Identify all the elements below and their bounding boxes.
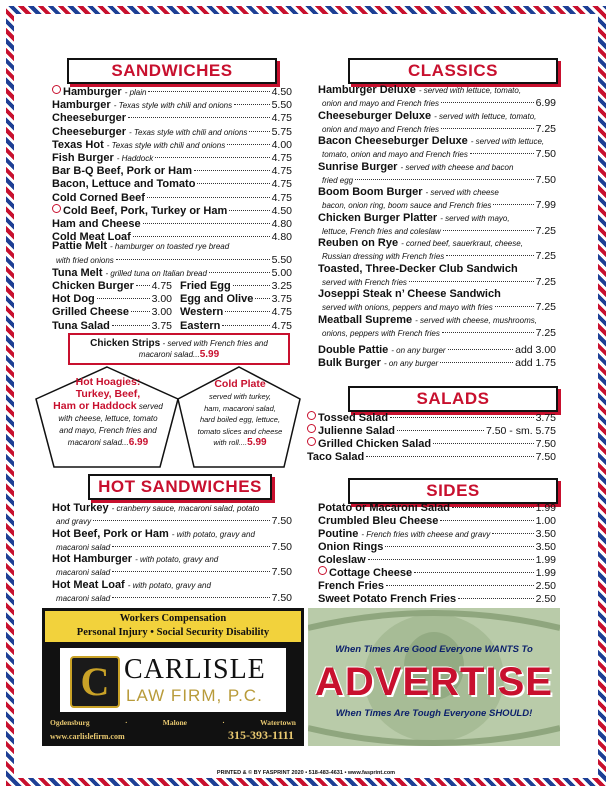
leader-dots <box>397 430 484 431</box>
hoagies-price: 6.99 <box>128 437 149 448</box>
menu-item <box>52 240 292 252</box>
item-desc: lettuce, French fries and coleslaw <box>322 226 441 236</box>
item-desc: macaroni salad <box>56 593 111 603</box>
item-desc: fried egg <box>322 175 354 185</box>
menu-item <box>318 263 556 275</box>
menu-item <box>52 112 292 124</box>
leader-dots <box>234 104 269 105</box>
leader-dots <box>409 281 534 282</box>
menu-item <box>318 212 556 224</box>
leader-dots <box>452 507 534 508</box>
item-price: 3.00 <box>151 306 172 319</box>
leader-dots <box>495 306 534 307</box>
menu-item <box>318 580 556 592</box>
item-price: 4.00 <box>271 138 292 151</box>
leader-dots <box>143 223 270 224</box>
menu-item-desc2 <box>322 250 556 262</box>
leader-dots <box>249 131 269 132</box>
menu-item <box>318 314 556 326</box>
menu-item <box>52 306 172 318</box>
item-desc: - Haddock <box>116 154 154 163</box>
menu-item-desc2 <box>56 566 292 578</box>
item-desc: - grilled tuna on Italian bread <box>105 269 207 278</box>
chef-hat-icon <box>318 566 327 575</box>
item-name: Ham and Cheese <box>52 218 141 230</box>
leader-dots <box>128 117 270 118</box>
cold-plate-desc: tomato slices and cheese <box>197 426 283 436</box>
classics-header: CLASSICS <box>348 58 558 84</box>
item-desc: - served with lettuce, <box>470 137 545 146</box>
item-name: Crumbled Bleu Cheese <box>318 515 439 527</box>
leader-dots <box>112 597 269 598</box>
leader-dots <box>93 520 269 521</box>
item-price: 3.75 <box>535 412 556 424</box>
menu-item <box>318 110 556 122</box>
item-price: 7.50 <box>535 451 556 463</box>
item-price: 7.50 <box>271 515 292 527</box>
item-name: Double Pattie <box>318 344 389 356</box>
item-price: 5.50 <box>271 99 292 112</box>
leader-dots <box>448 349 514 350</box>
hoagies-desc: with cheese, lettuce, tomato <box>58 414 158 423</box>
item-price: 3.75 <box>151 319 172 332</box>
hoagies-text <box>40 376 176 449</box>
item-name: Fried Egg <box>180 280 231 292</box>
item-name: Sweet Potato French Fries <box>318 593 457 605</box>
menu-item <box>318 288 556 300</box>
item-name: Reuben on Rye <box>318 237 399 249</box>
menu-item <box>318 593 556 605</box>
item-name: Boom Boom Burger <box>318 186 423 198</box>
leader-dots <box>148 91 269 92</box>
item-price: 7.25 <box>535 275 556 288</box>
item-desc: - Texas style with chili and onions <box>128 127 248 137</box>
cold-plate-desc: ham, macaroni salad, <box>204 403 276 413</box>
menu-item <box>318 541 556 553</box>
item-price: 1.99 <box>535 567 556 579</box>
item-price: 7.50 - sm. 5.75 <box>485 425 556 437</box>
menu-item-desc2 <box>322 327 556 339</box>
item-price: 5.50 <box>271 254 292 266</box>
item-price: 3.50 <box>535 528 556 540</box>
footer-credit: PRINTED & © BY FASPRINT 2020 • 518-483-4631 • www.fasprint.com <box>216 770 396 776</box>
leader-dots <box>222 325 269 326</box>
item-name: Cheeseburger Deluxe <box>318 109 432 122</box>
menu-item-desc2 <box>322 199 556 211</box>
menu-item-desc2 <box>56 541 292 553</box>
leader-dots <box>112 325 150 326</box>
law-logo-icon: C <box>70 656 120 708</box>
leader-dots <box>493 204 533 205</box>
law-phone: 315-393-1111 <box>227 728 294 742</box>
leader-dots <box>492 533 533 534</box>
item-price: 7.25 <box>535 301 556 313</box>
menu-item <box>318 515 556 527</box>
leader-dots <box>390 417 533 418</box>
item-price: 4.75 <box>271 191 292 204</box>
item-name: Hot Beef, Pork or Ham <box>52 527 169 540</box>
item-name: Taco Salad <box>307 451 365 463</box>
menu-item-desc2 <box>56 592 292 604</box>
menu-item <box>318 554 556 566</box>
chef-hat-icon <box>52 204 61 213</box>
item-desc: - served with French fries and <box>162 339 268 348</box>
leader-dots <box>155 157 269 158</box>
law-town: Ogdensburg <box>50 718 90 727</box>
item-desc: with fried onions <box>56 256 114 265</box>
leader-dots <box>441 128 534 129</box>
menu-item <box>318 186 556 198</box>
cold-plate-title: Cold Plate <box>214 378 266 390</box>
item-name: Julienne Salad <box>318 425 396 437</box>
item-price: 4.80 <box>271 231 292 244</box>
chicken-strips-box <box>68 333 290 365</box>
menu-item <box>52 320 172 332</box>
item-price: 7.50 <box>271 566 292 578</box>
item-price: 4.75 <box>271 319 292 332</box>
law-firm-name: CARLISLE <box>124 654 266 685</box>
item-name: Coleslaw <box>318 554 366 566</box>
item-desc: - served with cheese, mushrooms, <box>415 315 537 325</box>
menu-item <box>52 178 292 190</box>
menu-item <box>318 344 556 356</box>
item-price: 5.99 <box>199 349 220 360</box>
item-desc: - French fries with cheese and gravy <box>361 530 491 539</box>
leader-dots <box>386 585 534 586</box>
item-name: Chicken Burger <box>52 280 134 292</box>
menu-item <box>52 205 292 217</box>
item-price: 4.50 <box>271 204 292 217</box>
menu-item <box>180 293 292 305</box>
leader-dots <box>414 572 533 573</box>
item-desc: - served with lettuce, tomato, <box>434 111 537 121</box>
cold-plate-desc: served with turkey, <box>209 392 271 401</box>
menu-item <box>52 528 292 540</box>
menu-item <box>180 320 292 332</box>
menu-item <box>52 280 172 292</box>
item-price: 1.99 <box>535 554 556 566</box>
item-name: Hamburger Deluxe <box>318 84 416 96</box>
item-desc: macaroni salad <box>56 568 111 577</box>
law-url: www.carlislefirm.com <box>50 732 125 741</box>
leader-dots <box>112 571 269 572</box>
item-desc: - cranberry sauce, macaroni salad, potato <box>111 504 260 513</box>
leader-dots <box>136 285 150 286</box>
item-name: Egg and Olive <box>180 293 254 306</box>
item-price: 7.99 <box>535 199 556 211</box>
item-desc: - served with lettuce, tomato, <box>418 86 522 95</box>
item-price: add 1.75 <box>515 357 556 369</box>
menu-item <box>180 306 292 318</box>
item-name: Poutine <box>318 528 359 540</box>
item-price: 4.80 <box>271 218 292 230</box>
menu-item-desc2 <box>56 254 292 266</box>
leader-dots <box>112 546 269 547</box>
menu-item <box>318 357 556 369</box>
salads-header: SALADS <box>348 386 558 412</box>
item-name: Potato or Macaroni Salad <box>318 502 451 514</box>
item-price: 3.75 <box>271 293 292 306</box>
item-name: Grilled Cheese <box>52 306 130 319</box>
item-name: Cold Corned Beef <box>52 191 145 204</box>
item-desc: - served with mayo, <box>440 213 510 223</box>
item-price: 2.50 <box>535 580 556 592</box>
advertise-big: ADVERTISE <box>315 660 553 704</box>
item-desc: - on any burger <box>391 346 446 355</box>
item-name: Texas Hot <box>52 138 104 151</box>
leader-dots <box>131 311 150 312</box>
menu-item <box>307 412 556 424</box>
leader-dots <box>385 546 533 547</box>
item-name: Cold Beef, Pork, Turkey or Ham <box>63 204 228 217</box>
menu-item <box>318 237 556 249</box>
leader-dots <box>440 362 513 363</box>
menu-item-desc2 <box>322 123 556 135</box>
leader-dots <box>433 443 533 444</box>
menu-item <box>307 425 556 437</box>
cold-plate-text <box>182 378 298 449</box>
item-name: Bulk Burger <box>318 357 381 369</box>
leader-dots <box>255 298 269 299</box>
item-price: 4.75 <box>271 152 292 164</box>
item-name: Cheeseburger <box>52 125 126 138</box>
item-price: 5.75 <box>271 125 292 138</box>
leader-dots <box>147 197 270 198</box>
hoagies-title-3: Ham or Haddock <box>53 400 137 412</box>
menu-item <box>318 135 556 147</box>
item-price: 7.50 <box>535 148 556 160</box>
menu-item <box>180 280 292 292</box>
item-price: 4.75 <box>271 306 292 319</box>
leader-dots <box>458 598 533 599</box>
item-name: Tuna Melt <box>52 267 103 279</box>
leader-dots <box>194 170 270 171</box>
item-desc: served with French fries <box>322 277 407 287</box>
item-desc: served with onions, peppers and mayo with fries <box>322 303 493 312</box>
item-desc: - Texas style with chili and onions <box>113 101 233 111</box>
item-name: Pattie Melt <box>52 240 108 252</box>
leader-dots <box>441 102 534 103</box>
leader-dots <box>366 456 533 457</box>
item-desc: macaroni salad... <box>138 350 200 359</box>
item-name: French Fries <box>318 580 385 592</box>
menu-item <box>318 502 556 514</box>
menu-item <box>52 502 292 514</box>
cold-plate-desc: hard boiled egg, lettuce, <box>199 415 281 424</box>
item-desc: - with potato, gravy and <box>135 555 219 564</box>
chef-hat-icon <box>307 437 316 446</box>
item-name: Bar B-Q Beef, Pork or Ham <box>52 165 192 178</box>
leader-dots <box>470 153 534 154</box>
cold-plate-desc: with roll.... <box>213 438 248 447</box>
item-name: Meatball Supreme <box>318 313 413 326</box>
menu-item <box>52 553 292 565</box>
item-name: Tossed Salad <box>318 412 389 424</box>
item-price: 4.75 <box>271 112 292 125</box>
leader-dots <box>442 332 534 333</box>
menu-item-desc2 <box>322 174 556 186</box>
sides-header: SIDES <box>348 478 558 504</box>
item-name: Hot Meat Loaf <box>52 578 125 591</box>
hoagies-desc: macaroni salad... <box>67 438 129 447</box>
item-price: 3.00 <box>151 293 172 306</box>
item-price: 7.25 <box>535 250 556 262</box>
menu-item-desc2 <box>322 225 556 237</box>
leader-dots <box>443 230 534 231</box>
item-desc: onions, peppers with French fries <box>322 328 440 338</box>
item-desc: - served with cheese and bacon <box>400 162 514 172</box>
leader-dots <box>355 179 533 180</box>
item-price: add 3.00 <box>515 344 556 356</box>
item-name: Fish Burger <box>52 152 114 164</box>
menu-item <box>307 451 556 463</box>
menu-item-desc2 <box>322 97 556 109</box>
item-desc: and gravy <box>56 517 92 526</box>
law-firm-name-2: LAW FIRM, P.C. <box>126 686 263 705</box>
item-desc: - plain <box>124 88 147 97</box>
item-desc: - with potato, gravy and <box>127 580 211 590</box>
item-desc: - corned beef, sauerkraut, cheese, <box>401 239 523 248</box>
sandwiches-header: SANDWICHES <box>67 58 277 84</box>
menu-item <box>318 161 556 173</box>
leader-dots <box>197 183 269 184</box>
leader-dots <box>233 285 270 286</box>
menu-item-desc2 <box>56 515 292 527</box>
menu-item <box>52 86 292 98</box>
menu-item <box>318 84 556 96</box>
item-name: Hamburger <box>63 86 122 98</box>
leader-dots <box>446 255 533 256</box>
item-price: 7.25 <box>535 326 556 339</box>
menu-item <box>52 293 172 305</box>
advertise-bottom: When Times Are Tough Everyone SHOULD! <box>335 708 533 719</box>
chef-hat-icon <box>307 424 316 433</box>
item-price: 1.99 <box>535 502 556 514</box>
item-price: 2.50 <box>535 593 556 605</box>
item-price: 1.00 <box>535 515 556 527</box>
item-desc: - served with cheese <box>425 188 499 197</box>
item-price: 4.75 <box>151 280 172 292</box>
menu-item <box>52 126 292 138</box>
item-desc: onion and mayo and French fries <box>322 124 439 134</box>
item-price: 3.25 <box>271 280 292 292</box>
item-name: Chicken Burger Platter <box>318 211 438 224</box>
leader-dots <box>227 144 269 145</box>
chef-hat-icon <box>52 85 61 94</box>
menu-item <box>318 528 556 540</box>
leader-dots <box>368 559 534 560</box>
hoagies-desc: and mayo, French fries and <box>59 426 157 435</box>
chef-hat-icon <box>307 411 316 420</box>
leader-dots <box>440 520 533 521</box>
item-name: Hot Hamburger <box>52 553 133 565</box>
leader-dots <box>225 311 269 312</box>
item-price: 3.50 <box>535 541 556 553</box>
menu-item <box>307 438 556 450</box>
law-ad-line1: Workers Compensation <box>119 613 227 624</box>
hoagies-desc: served <box>138 402 163 411</box>
item-price: 4.75 <box>271 165 292 178</box>
item-name: Sunrise Burger <box>318 160 398 173</box>
menu-item <box>52 192 292 204</box>
menu-item <box>52 152 292 164</box>
law-firm-ad: Workers Compensation Personal Injury • Social Security Disability C CARLISLE LAW FIRM, P.C. Ogdensburg · Malone · Watertown www.carlislefirm.com 315-393-1111 <box>42 608 304 746</box>
item-desc: - Texas style with chili and onions <box>106 140 226 150</box>
item-price: 5.00 <box>271 267 292 279</box>
cold-plate-price: 5.99 <box>247 437 267 448</box>
item-name: Western <box>180 306 224 319</box>
item-name: Cottage Cheese <box>329 567 413 579</box>
hot-sandwiches-header: HOT SANDWICHES <box>88 474 272 500</box>
item-desc: macaroni salad <box>56 542 111 552</box>
item-desc: onion and mayo and French fries <box>322 99 439 108</box>
item-name: Hamburger <box>52 99 111 112</box>
item-name: Joseppi Steak n’ Cheese Sandwich <box>318 288 501 300</box>
item-desc: bacon, onion ring, boom sauce and French fries <box>322 201 492 210</box>
menu-item <box>52 218 292 230</box>
hoagies-title-1: Hot Hoagies: <box>75 376 141 388</box>
hoagies-title-2: Turkey, Beef, <box>75 388 141 400</box>
advertise-top: When Times Are Good Everyone WANTS To <box>335 644 533 655</box>
item-desc: tomato, onion and mayo and French fries <box>322 150 468 159</box>
law-town: Malone <box>162 718 187 727</box>
menu-item-desc2 <box>322 301 556 313</box>
item-name: Bacon Cheeseburger Deluxe <box>318 135 468 147</box>
item-desc: - hamburger on toasted rye bread <box>110 242 230 251</box>
item-name: Chicken Strips <box>90 338 161 349</box>
item-name: Cheeseburger <box>52 112 126 125</box>
item-name: Toasted, Three-Decker Club Sandwich <box>318 262 518 275</box>
menu-item <box>52 139 292 151</box>
menu-item-desc2 <box>322 276 556 288</box>
item-name: Bacon, Lettuce and Tomato <box>52 178 196 191</box>
item-name: Hot Turkey <box>52 502 109 514</box>
item-price: 7.25 <box>535 122 556 135</box>
item-name: Grilled Chicken Salad <box>318 438 432 450</box>
leader-dots <box>229 210 269 211</box>
item-price: 7.50 <box>271 591 292 604</box>
menu-item <box>52 579 292 591</box>
item-name: Eastern <box>180 319 221 332</box>
item-name: Onion Rings <box>318 541 384 553</box>
item-desc: Russian dressing with French fries <box>322 252 445 261</box>
item-price: 4.75 <box>271 178 292 191</box>
menu-item <box>52 99 292 111</box>
item-price: 6.99 <box>535 97 556 109</box>
leader-dots <box>97 298 150 299</box>
item-name: Tuna Salad <box>52 319 110 332</box>
menu-item-desc2 <box>322 148 556 160</box>
item-desc: - on any burger <box>383 359 439 368</box>
item-price: 4.50 <box>271 86 292 98</box>
menu-item <box>318 567 556 579</box>
law-town: Watertown <box>260 718 296 727</box>
item-name: Hot Dog <box>52 293 95 306</box>
law-ad-line2: Personal Injury • Social Security Disability <box>76 627 270 638</box>
item-price: 7.50 <box>271 540 292 553</box>
item-price: 7.25 <box>535 224 556 237</box>
item-price: 7.50 <box>535 438 556 450</box>
menu-item <box>52 165 292 177</box>
leader-dots <box>133 236 270 237</box>
advertise-ad <box>308 608 560 746</box>
menu-item <box>52 267 292 279</box>
item-name: Cold Meat Loaf <box>52 231 131 244</box>
item-desc: - with potato, gravy and <box>171 529 255 539</box>
item-price: 7.50 <box>535 173 556 186</box>
